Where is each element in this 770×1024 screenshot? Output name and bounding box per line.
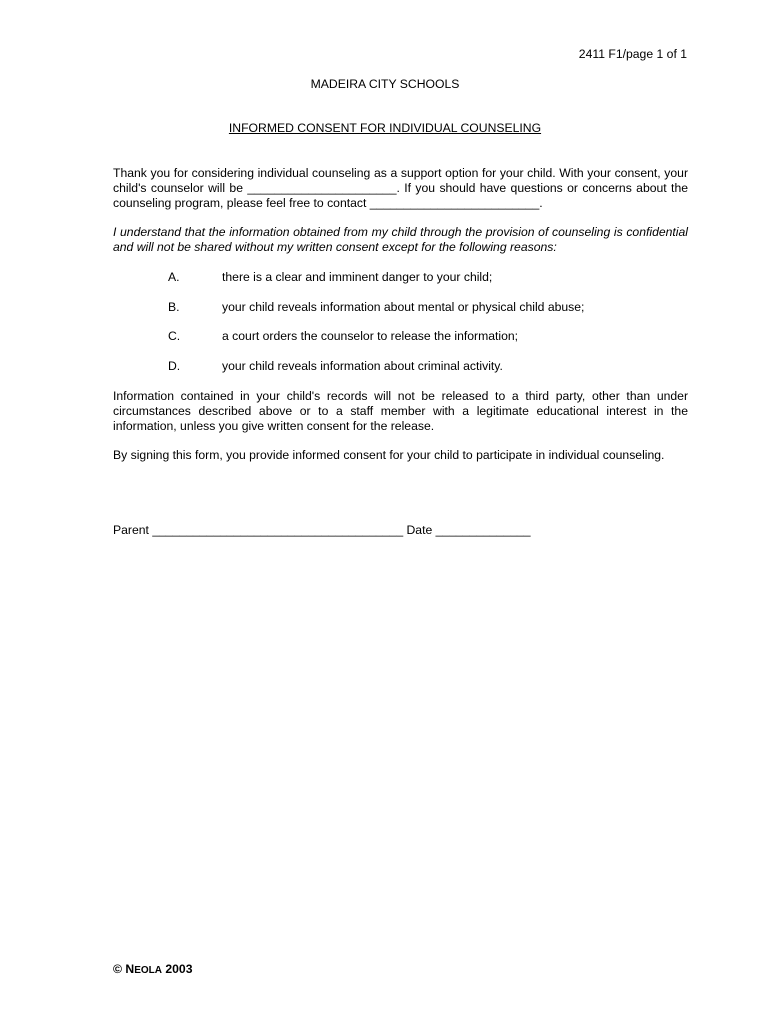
form-title: INFORMED CONSENT FOR INDIVIDUAL COUNSELING [228,121,542,135]
signing-paragraph: By signing this form, you provide informed consent for your child to participate in individual counseling. [113,448,665,462]
reason-item [168,359,688,374]
reason-letter: D. [168,359,181,373]
reason-letter: A. [168,270,180,284]
reason-text: there is a clear and imminent danger to your child; [222,270,493,284]
intro-paragraph: Thank you for considering individual counseling as a support option for your child. With your consent, your child's counselor will be ______________________. If you should have questions or concerns about the counseling program, please feel free to contact _________________________. [113,166,688,210]
reason-letter: C. [168,329,181,343]
parent-signature-blank: _____________________________________ [152,523,404,537]
page-reference: 2411 F1/page 1 of 1 [578,47,687,61]
brand-rest: EOLA [134,965,162,976]
copyright-notice [113,962,192,978]
district-name: MADEIRA CITY SCHOOLS [310,77,460,91]
reason-item [168,300,688,315]
reason-item [168,329,688,344]
records-paragraph: Information contained in your child's records will not be released to a third party, other than under circumstances described above or to a staff member with a legitimate educational interest in the information, unless you give written consent for the release. [113,389,688,433]
parent-label: Parent [113,523,149,537]
reason-text: your child reveals information about criminal activity. [222,359,503,373]
date-label: Date [406,523,433,537]
copyright-symbol: © [113,962,122,976]
reason-text: a court orders the counselor to release the information; [222,329,519,343]
reason-text: your child reveals information about mental or physical child abuse; [222,300,585,314]
confidentiality-statement: I understand that the information obtained from my child through the provision of counseling is confidential and will not be shared without my written consent except for the following reasons: [113,225,688,254]
brand-initial: N [125,962,135,976]
copyright-year: 2003 [165,962,193,976]
date-blank: ______________ [435,523,531,537]
signature-line [113,523,531,538]
reason-item [168,270,688,285]
reason-letter: B. [168,300,180,314]
